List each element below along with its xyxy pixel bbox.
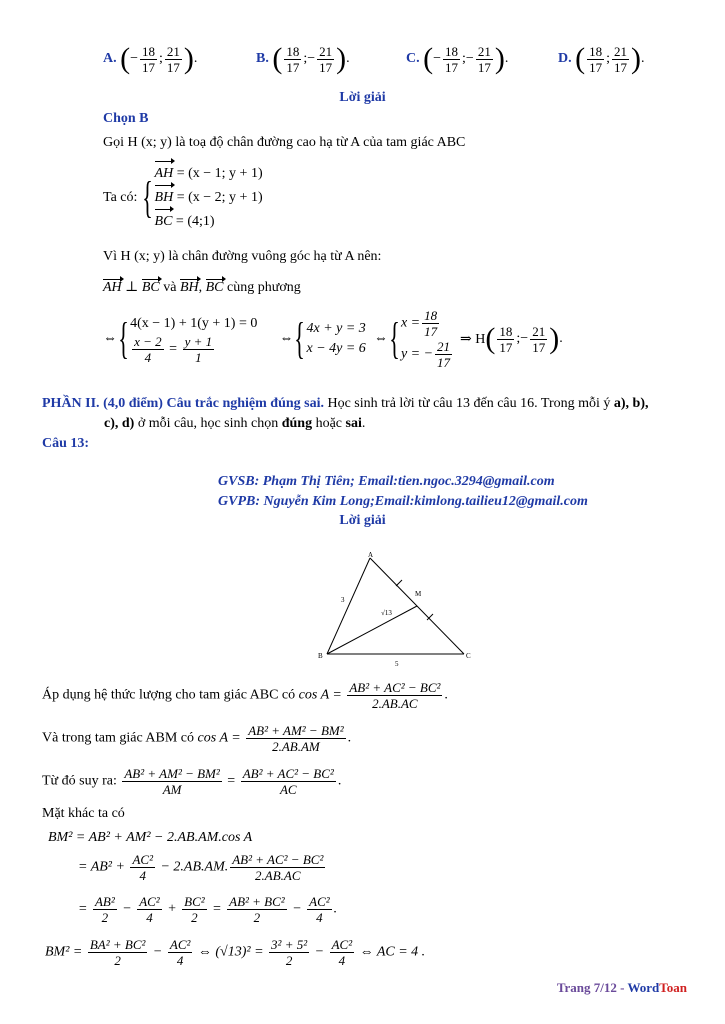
option-b: B. ( $\frac{18}{17}$ ;− $\frac{21}{17}$ ). (256, 42, 350, 75)
solution-heading: Lời giải (339, 90, 386, 105)
side-bc-label: 5 (395, 660, 399, 668)
credit-gvpb: GVPB: Nguyễn Kim Long;Email:kimlong.tailieu12@gmail.com (218, 494, 588, 509)
perpendicular-line: AH ⊥ BC và BH, BC cùng phương (103, 280, 301, 295)
option-a: A. (− $\frac{18}{17}$ ; $\frac{21}{17}$ ). (103, 42, 198, 75)
part2-instructions: PHẦN II. (4,0 điểm) Câu trắc nghiệm đúng sai. Học sinh trả lời từ câu 13 đến câu 16. Trong mỗi ý a), b), c), d) ở mỗi câu, học sinh chọn đúng hoặc sai. (42, 396, 649, 431)
vector-system: Ta có: { AH = (x − 1; y + 1) BH = (x − 2; y + 1) BC = (4;1) (103, 162, 263, 234)
triangle-figure (310, 550, 480, 668)
side-ab-label: 3 (341, 596, 345, 604)
bm-simplified-line: = $\frac{\text{AB²}}{2}$ − $\frac{\text{AC²}}{4}$ + $\frac{\text{BC²}}{2}$ = $\frac{\text{AB² + BC²}}{2}$ − $\frac{\text{AC²}}{4}$ . (78, 894, 338, 925)
solution-line-vi: Vì H (x; y) là chân đường vuông góc hạ từ A nên: (103, 249, 382, 264)
option-d: D. ( $\frac{18}{17}$ ; $\frac{21}{17}$ ). (558, 42, 645, 75)
law-of-cosines-abm: Và trong tam giác ABM có cos A = $\frac{\text{AB² + AM² − BM²}}{2.AB.AM}$ . (42, 723, 352, 754)
solution2-heading: Lời giải (339, 513, 386, 528)
vertex-m-label: M (415, 590, 422, 598)
solution-line-1: Gọi H (x; y) là toạ độ chân đường cao hạ từ A của tam giác ABC (103, 135, 466, 150)
law-of-cosines-abc: Áp dụng hệ thức lượng cho tam giác ABC có cos A = $\frac{\text{AB² + AC² − BC²}}{2.AB.AC}$ . (42, 680, 448, 711)
other-hand-line: Mặt khác ta có (42, 806, 125, 821)
vertex-a-label: A (368, 551, 374, 559)
page-footer: Trang 7/12 - WordToan (556, 980, 687, 995)
answer-choice: Chọn B (103, 111, 149, 126)
credit-gvsb: GVSB: Phạm Thị Tiên; Email:tien.ngoc.3294@gmail.com (218, 474, 555, 489)
ac-result-line: BM² = $\frac{\text{BA² + BC²}}{2}$ − $\frac{\text{AC²}}{4}$ ⇔ (√13)² = $\frac{\text{3² + 5²}}{2}$ − $\frac{\text{AC²}}{4}$ ⇔ AC = 4 . (45, 937, 426, 968)
question-13-label: Câu 13: (42, 436, 90, 451)
bm-squared-line: BM² = AB² + AM² − 2.AB.AM.cos A (48, 830, 253, 845)
bm-expansion-line: = AB² + $\frac{\text{AC²}}{4}$ − 2.AB.AM. $\frac{\text{AB² + AC² − BC²}}{2.AB.AC}$ (78, 852, 324, 883)
median-label: √13 (381, 609, 392, 617)
vertex-c-label: C (466, 652, 471, 660)
derivation-equality: Từ đó suy ra: $\frac{\text{AB² + AM² − BM²}}{AM}$ = $\frac{\text{AB² + AC² − BC²}}{AC}$ . (42, 766, 342, 797)
equation-systems: ⇔ { 4(x − 1) + 1(y + 1) = 0 $\frac{x - 2}{4}$ = $\frac{y + 1}{1}$ ⇔ { 4x + y = 3 x − 4y = 6 ⇔ { x = $\frac{18}{17}$ y = − $\frac{21}{17}$ ⇒ H ( $\frac{18}{17}$ ;− $\frac{21}{17}$ ) . (103, 308, 563, 370)
vertex-b-label: B (318, 652, 323, 660)
option-c: C. (− $\frac{18}{17}$ ;− $\frac{21}{17}$ ). (406, 42, 509, 75)
